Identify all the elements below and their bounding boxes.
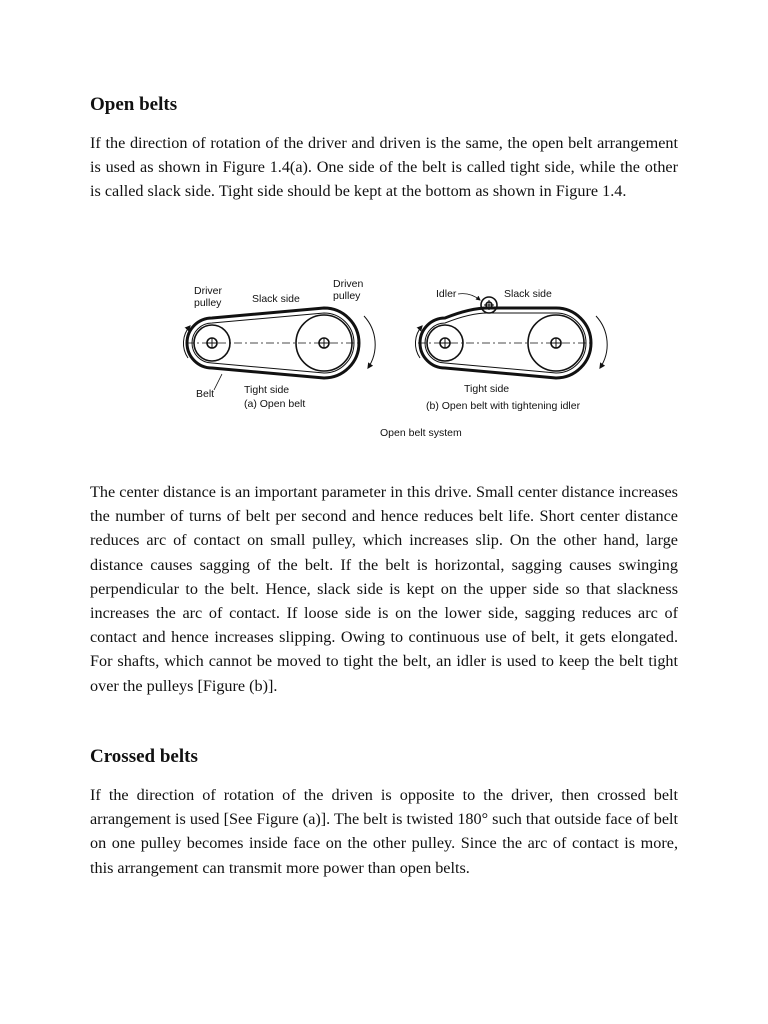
paragraph-open-belts: If the direction of rotation of the driver and driven is the same, the open belt arrangement is used as shown in Figure 1.4(a). One side of the belt is called tight side, while the other is called slack side. Tight side should be kept at the bottom as shown in Figure 1.4.: [90, 134, 678, 201]
label-driven-pulley: Driven pulley: [333, 278, 364, 302]
label-tight-side-b: Tight side: [464, 383, 510, 395]
paragraph-center-distance: The center distance is an important parameter in this drive. Small center distance increases the number of turns of belt per second and hence reduces belt life. Short center distance reduces arc of contact on small pulley, which increases slip. On the other hand, large distance causes sagging of the belt. If the belt is horizontal, sagging causes swinging perpendicular to the belt. Hence, slack side is kept on the upper side so that slackness increases the arc of contact. If loose side is on the lower side, sagging reduces arc of contact and hence increases slipping. Owing to continuous use of belt, it gets elongated. For shafts, which cannot be moved to tight the belt, an idler is used to keep the belt tight over the pulleys [Figure (b)].: [90, 483, 678, 695]
heading-crossed-belts: Crossed belts: [90, 746, 198, 767]
heading-open-belts: Open belts: [90, 94, 178, 115]
label-slack-side-b: Slack side: [504, 288, 552, 300]
caption-b: (b) Open belt with tightening idler: [426, 400, 581, 412]
open-belt-drive-b: [415, 294, 607, 378]
paragraph-crossed-belts: If the direction of rotation of the driven is opposite to the driver, then crossed belt arrangement is used [See Figure (a)]. The belt is twisted 180° such that outside face of belt on one pulley becomes inside face on the other pulley. Since the arc of contact is more, this arrangement can transmit more power than open belts.: [90, 786, 678, 877]
open-belt-figure: [0, 268, 768, 448]
label-slack-side-a: Slack side: [252, 293, 300, 305]
label-idler: Idler: [436, 288, 457, 300]
open-belt-diagram: [0, 268, 768, 448]
figure-caption: Open belt system: [380, 427, 462, 439]
caption-a: (a) Open belt: [244, 398, 306, 410]
label-driver-pulley: Driver pulley: [194, 285, 222, 309]
label-belt: Belt: [196, 388, 215, 400]
label-tight-side-a: Tight side: [244, 384, 290, 396]
open-belt-drive-a: [183, 308, 375, 390]
